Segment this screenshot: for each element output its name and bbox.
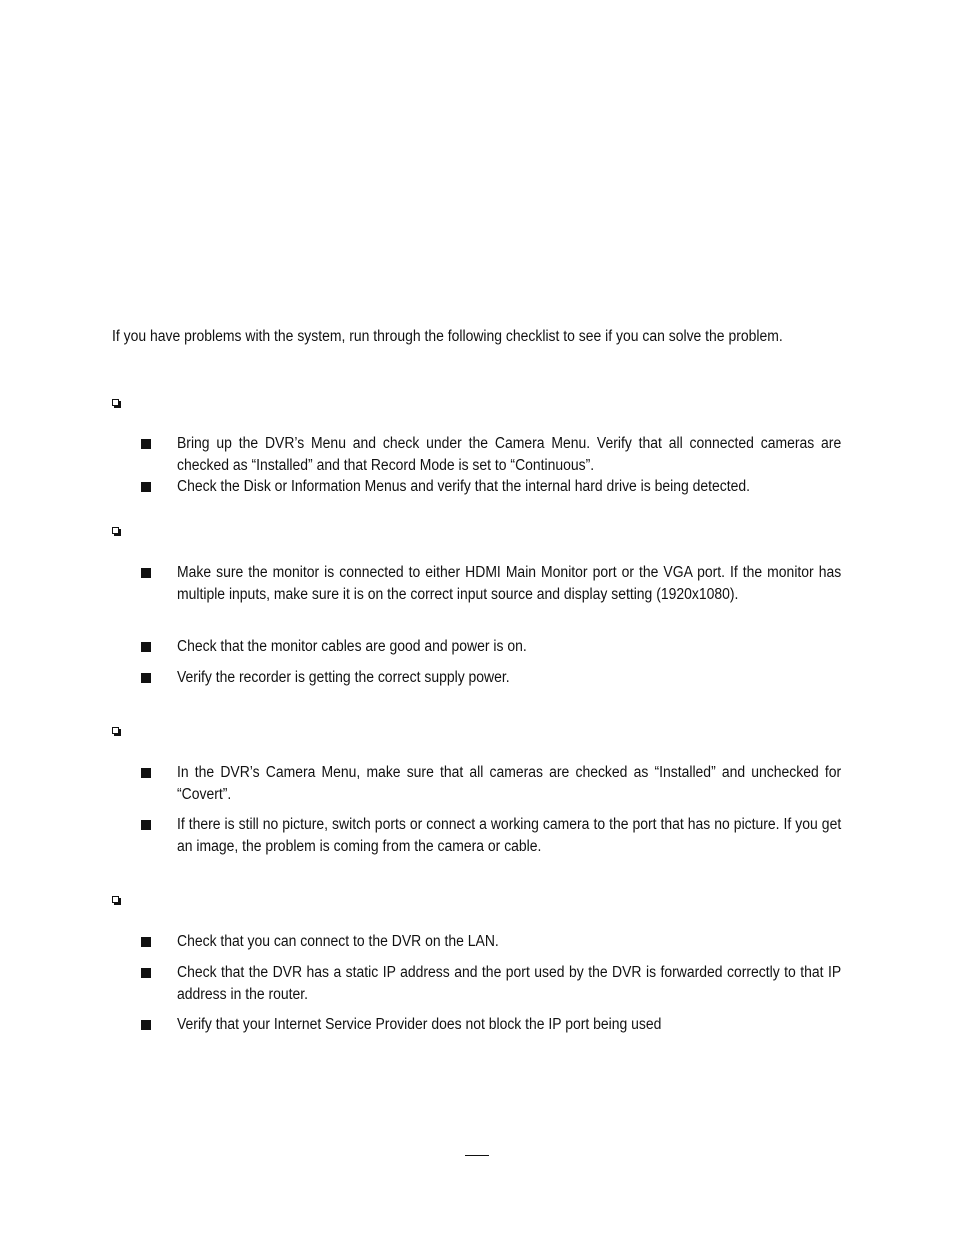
section-checkbox-icon bbox=[112, 896, 123, 907]
list-item-text: Check that the DVR has a static IP address and the port used by the DVR is forwarded correctly to that IP address in the router. bbox=[177, 964, 842, 1003]
list-item-text: Verify the recorder is getting the correct supply power. bbox=[177, 669, 510, 686]
bullet-square-icon bbox=[141, 820, 151, 830]
bullet-square-icon bbox=[141, 482, 151, 492]
bullet-square-icon bbox=[141, 968, 151, 978]
bullet-square-icon bbox=[141, 1020, 151, 1030]
bullet-square-icon bbox=[141, 673, 151, 683]
list-item-text: Make sure the monitor is connected to either HDMI Main Monitor port or the VGA port. If the monitor has multiple inputs, make sure it is on the correct input source and display setting (1920x1080). bbox=[177, 564, 842, 603]
list-item-text: Check that the monitor cables are good and power is on. bbox=[177, 638, 527, 655]
list-item-text: Check the Disk or Information Menus and verify that the internal hard drive is being detected. bbox=[177, 478, 751, 495]
bullet-square-icon bbox=[141, 768, 151, 778]
bullet-square-icon bbox=[141, 642, 151, 652]
intro-paragraph: If you have problems with the system, run through the following checklist to see if you can solve the problem. bbox=[112, 328, 783, 345]
list-item-text: In the DVR’s Camera Menu, make sure that all cameras are checked as “Installed” and unchecked for “Covert”. bbox=[177, 764, 842, 803]
list-item-text: Verify that your Internet Service Provider does not block the IP port being used bbox=[177, 1016, 662, 1033]
section-checkbox-icon bbox=[112, 527, 123, 538]
bullet-square-icon bbox=[141, 568, 151, 578]
list-item-text: Check that you can connect to the DVR on the LAN. bbox=[177, 933, 499, 950]
list-item-text: If there is still no picture, switch ports or connect a working camera to the port that has no picture. If you get an image, the problem is coming from the camera or cable. bbox=[177, 816, 842, 855]
list-item-text: Bring up the DVR’s Menu and check under the Camera Menu. Verify that all connected cameras are checked as “Installed” and that Record Mode is set to “Continuous”. bbox=[177, 435, 842, 474]
bullet-square-icon bbox=[141, 937, 151, 947]
bullet-square-icon bbox=[141, 439, 151, 449]
section-checkbox-icon bbox=[112, 727, 123, 738]
section-checkbox-icon bbox=[112, 399, 123, 410]
page-number-rule bbox=[465, 1155, 489, 1156]
